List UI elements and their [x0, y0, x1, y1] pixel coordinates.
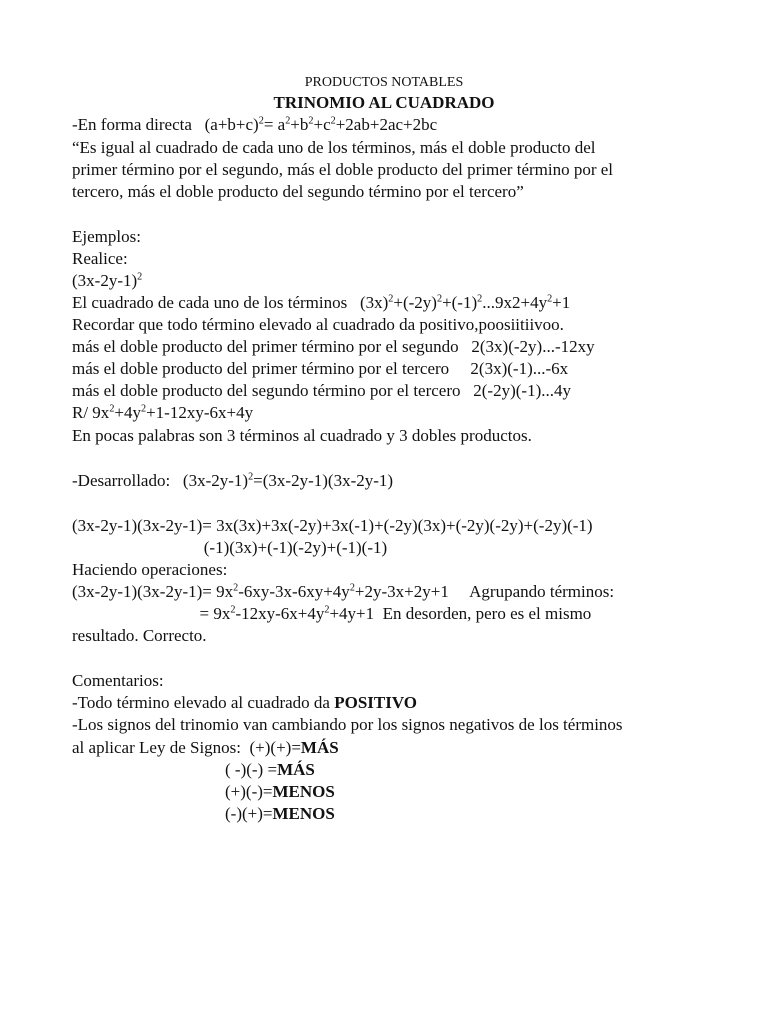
text-line: -Desarrollado: $(3x-2y-1)^2=(3x-2y-1)(3x-2y-1)$	[72, 471, 394, 490]
text-line: Recordar que todo término elevado al cuadrado da positivo,poosiitiivoo.	[72, 315, 564, 334]
text-line: al aplicar Ley de Signos: (+)(+)=MÁS	[72, 738, 339, 757]
text-line: Ejemplos:	[72, 227, 141, 246]
text-line: (+)(-)=MENOS	[72, 782, 335, 801]
text-line: En pocas palabras son 3 términos al cuadrado y 3 dobles productos.	[72, 426, 532, 445]
text-line: Haciendo operaciones:	[72, 560, 228, 579]
text-line: más el doble producto del segundo término por el tercero 2(-2y)(-1)...4y	[72, 381, 571, 400]
text-line: R/ $9x^2+4y^2+1-12xy-6x+4y$	[72, 403, 254, 422]
text-line: (-)(+)=MENOS	[72, 804, 335, 823]
text-line: más el doble producto del primer término por el tercero 2(3x)(-1)...-6x	[72, 359, 569, 378]
text-line: -Los signos del trinomio van cambiando por los signos negativos de los términos	[72, 715, 623, 734]
text-line: tercero, más el doble producto del segundo término por el tercero”	[72, 182, 524, 201]
text-line: Realice:	[72, 249, 128, 268]
text-line: resultado. Correcto.	[72, 626, 207, 645]
doc-title: TRINOMIO AL CUADRADO	[273, 93, 495, 112]
text-line: $(3x-2y-1)^2$	[72, 271, 143, 290]
text-line: (-1)(3x)+(-1)(-2y)+(-1)(-1)	[72, 538, 388, 557]
text-line: primer término por el segundo, más el doble producto del primer término por el	[72, 160, 614, 179]
text-line: Comentarios:	[72, 671, 164, 690]
text-line: ( -)(-) =MÁS	[72, 760, 315, 779]
text-line: más el doble producto del primer término por el segundo 2(3x)(-2y)...-12xy	[72, 337, 595, 356]
text-line: (3x-2y-1)(3x-2y-1)= 3x(3x)+3x(-2y)+3x(-1)+(-2y)(3x)+(-2y)(-2y)+(-2y)(-1)	[72, 516, 593, 535]
text-line: $(3x-2y-1)(3x-2y-1)= 9x^2-6xy-3x-6xy+4y^2+2y-3x+2y+1$ Agrupando términos:	[72, 582, 615, 601]
text-line: El cuadrado de cada uno de los términos $(3x)^2+(-2y)^2+(-1)^2...9x2+4y^2+1$	[72, 293, 571, 312]
text-line: -En forma directa $(a+b+c)^2= a^2+b^2+c^2+2ab+2ac+2bc$	[72, 115, 438, 134]
text-line: “Es igual al cuadrado de cada uno de los términos, más el doble producto del	[72, 138, 596, 157]
text-line: -Todo término elevado al cuadrado da POSITIVO	[72, 693, 418, 712]
text-line: = $9x^2-12xy-6x+4y^2+4y+1$ En desorden, pero es el mismo	[72, 604, 592, 623]
doc-header: PRODUCTOS NOTABLES	[304, 75, 464, 90]
